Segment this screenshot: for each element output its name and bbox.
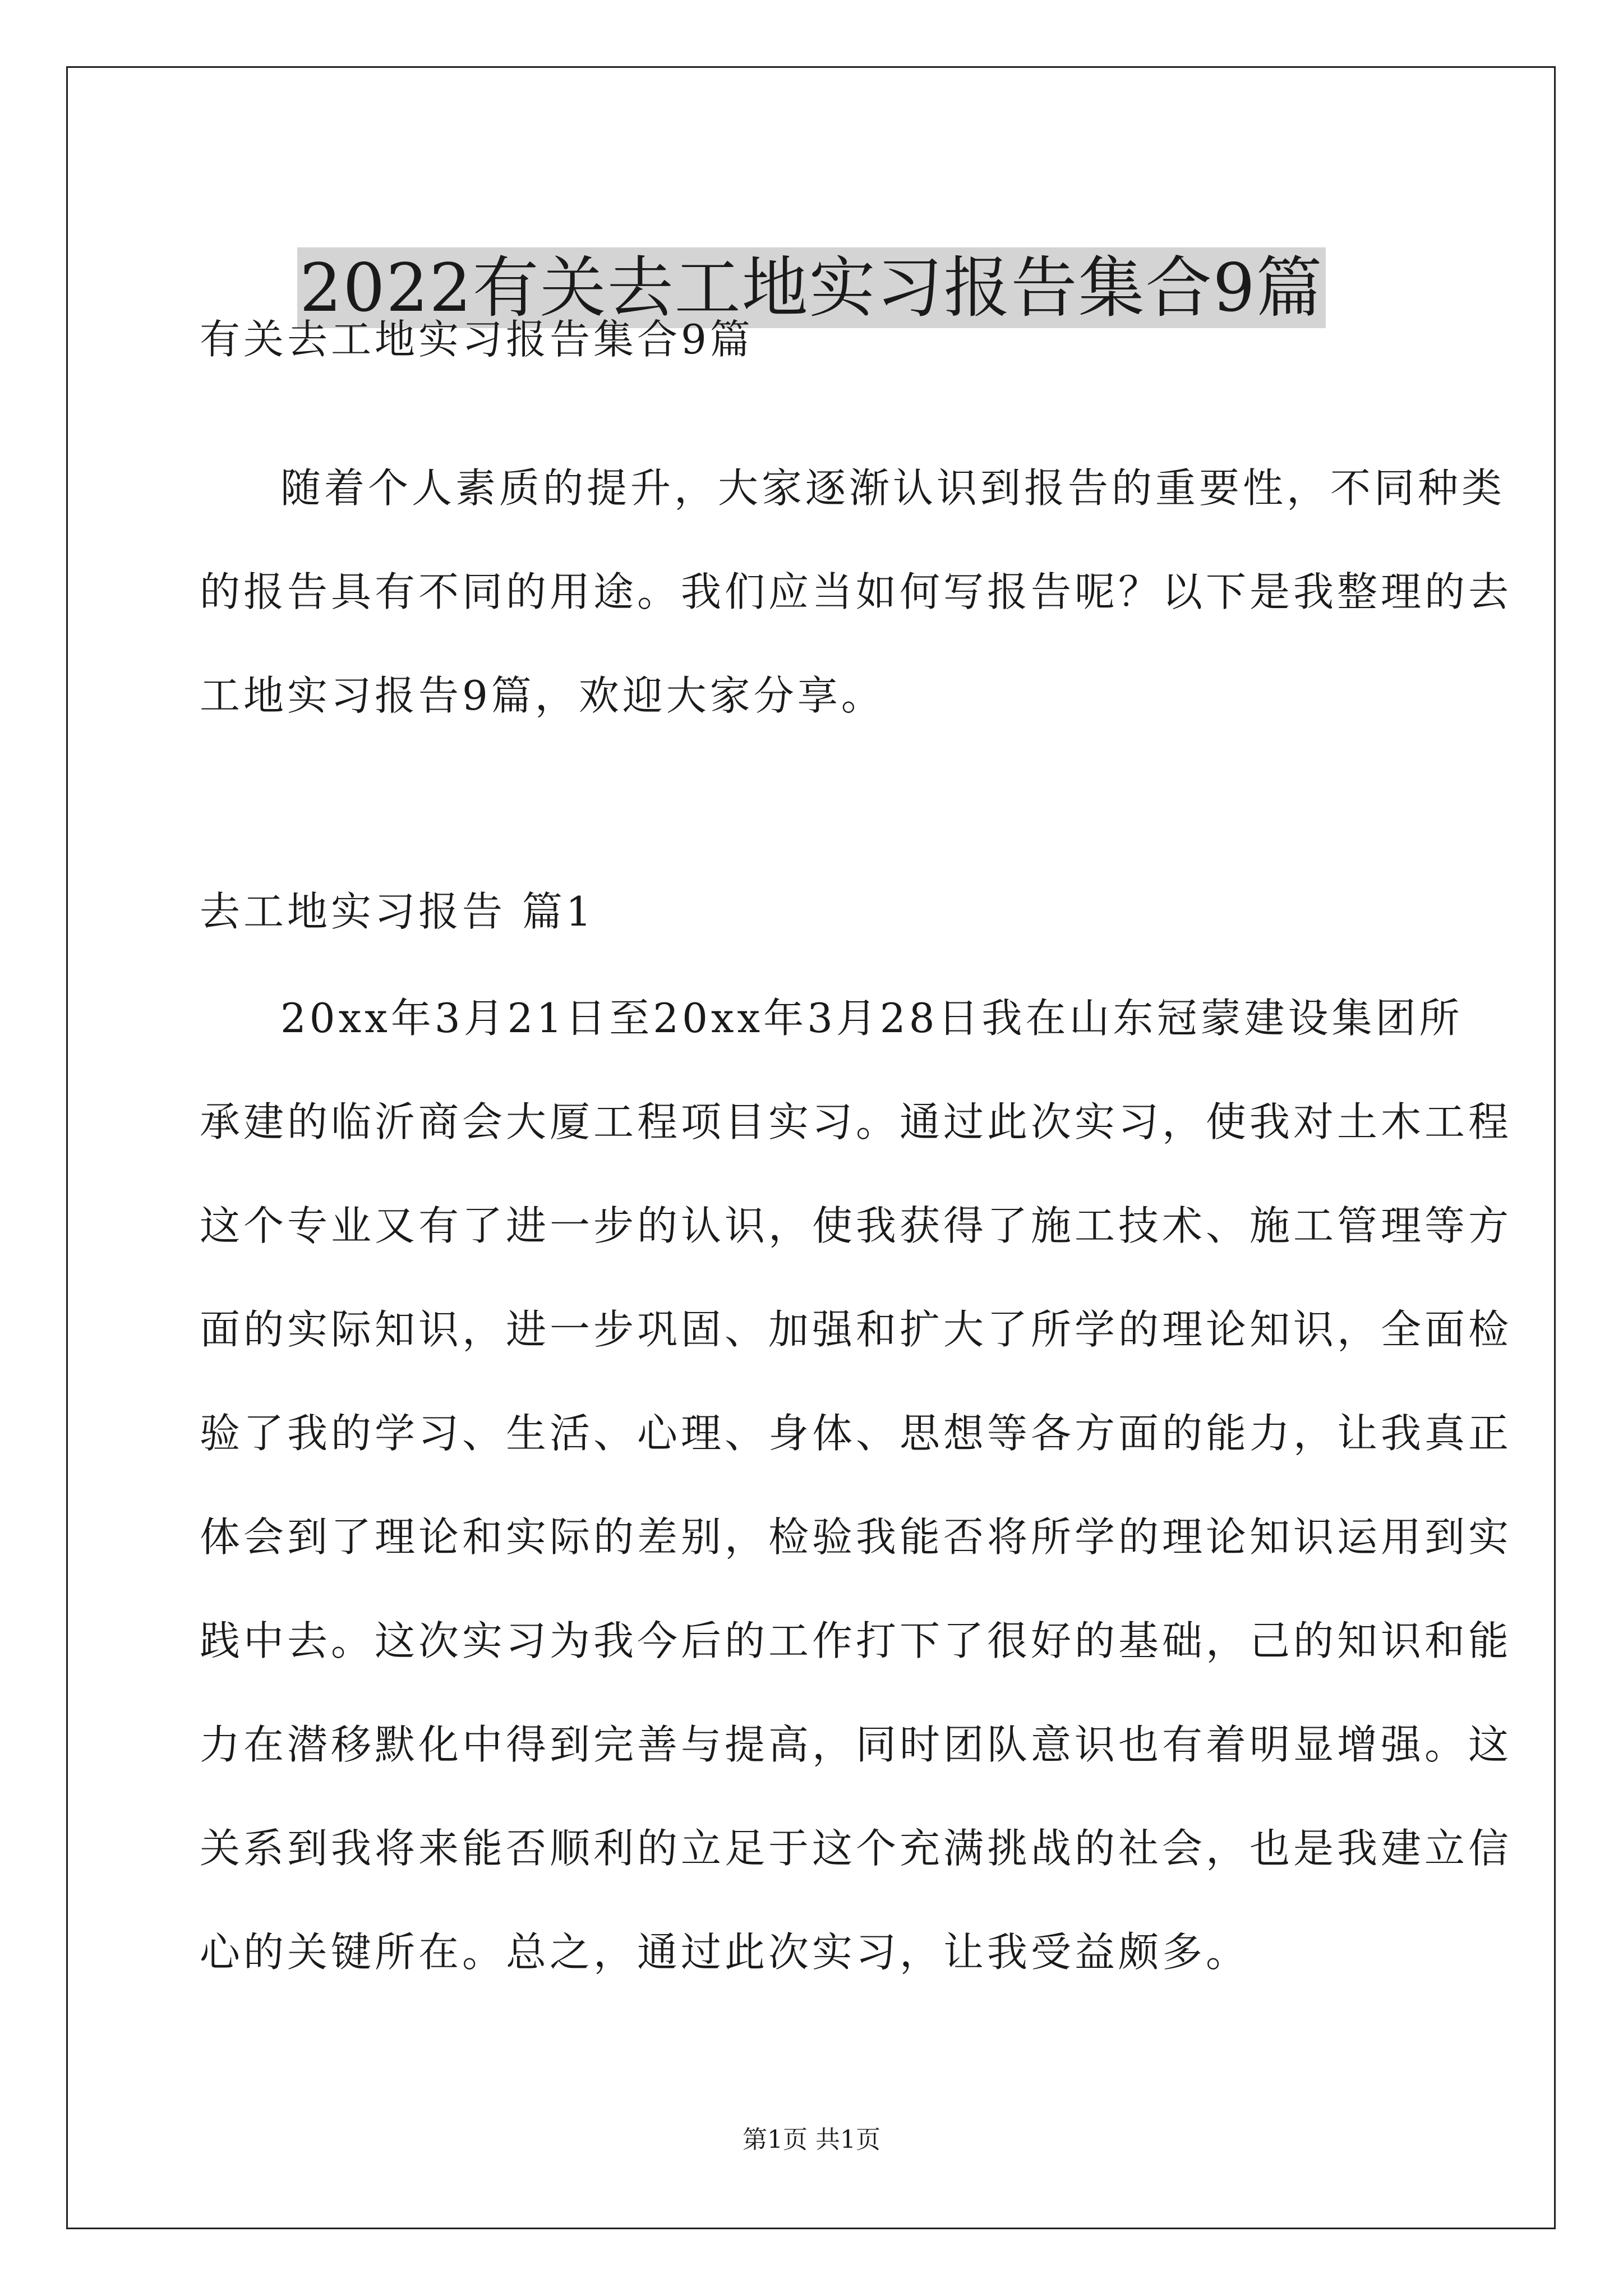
intro-paragraph-line: 随着个人素质的提升，大家逐渐认识到报告的重要性，不同种类: [280, 464, 1506, 512]
section-heading: 去工地实习报告 篇1: [200, 888, 595, 935]
paragraph-line: 面的实际知识，进一步巩固、加强和扩大了所学的理论知识，全面检: [200, 1306, 1513, 1353]
page-border: [66, 66, 1556, 2229]
paragraph-line: 践中去。这次实习为我今后的工作打下了很好的基础，己的知识和能: [200, 1617, 1513, 1664]
document-title: 2022有关去工地实习报告集合9篇: [297, 247, 1325, 328]
paragraph-line: 承建的临沂商会大厦工程项目实习。通过此次实习，使我对土木工程: [200, 1098, 1513, 1145]
paragraph-line: 体会到了理论和实际的差别，检验我能否将所学的理论知识运用到实: [200, 1513, 1513, 1561]
page-footer: 第1页 共1页: [743, 2125, 880, 2154]
paragraph-line: 关系到我将来能否顺利的立足于这个充满挑战的社会，也是我建立信: [200, 1825, 1513, 1872]
paragraph-line: 验了我的学习、生活、心理、身体、思想等各方面的能力，让我真正: [200, 1410, 1513, 1457]
paragraph-line: 这个专业又有了进一步的认识，使我获得了施工技术、施工管理等方: [200, 1202, 1513, 1249]
intro-paragraph-line: 的报告具有不同的用途。我们应当如何写报告呢？以下是我整理的去: [200, 568, 1513, 615]
intro-paragraph-line: 工地实习报告9篇，欢迎大家分享。: [200, 672, 885, 719]
paragraph-line: 心的关键所在。总之，通过此次实习，让我受益颇多。: [200, 1929, 1250, 1976]
document-subtitle: 有关去工地实习报告集合9篇: [200, 316, 754, 363]
paragraph-line: 20xx年3月21日至20xx年3月28日我在山东冠蒙建设集团所: [280, 995, 1463, 1042]
paragraph-line: 力在潜移默化中得到完善与提高，同时团队意识也有着明显增强。这: [200, 1721, 1513, 1768]
